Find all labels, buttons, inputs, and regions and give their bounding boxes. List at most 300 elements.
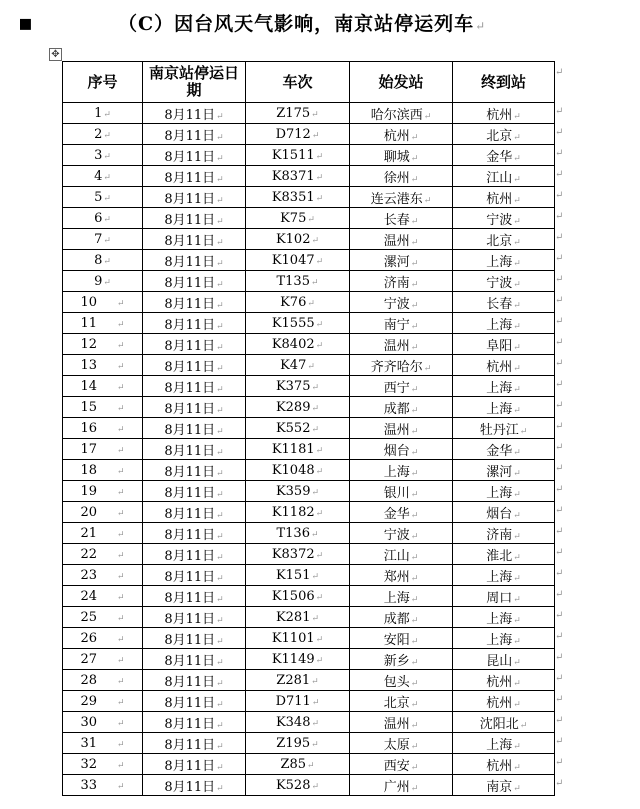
cell-date: 8月11日↵ [143, 628, 246, 649]
cell-end-mark: ↵ [311, 739, 319, 750]
row-end-mark: ↵ [555, 757, 564, 768]
cell-destination: 上海↵ [453, 397, 555, 418]
cell-end-mark: ↵ [117, 739, 125, 750]
cell-origin: 安阳↵ [350, 628, 453, 649]
cell-origin: 宁波↵ [350, 292, 453, 313]
cell-end-mark: ↵ [117, 340, 125, 351]
cell-end-mark: ↵ [117, 361, 125, 372]
cell-destination: 北京↵ [453, 229, 555, 250]
cell-end-mark: ↵ [513, 321, 521, 332]
cell-train: K552↵ [246, 418, 350, 439]
row-end-mark: ↵ [555, 631, 564, 642]
table-row [63, 502, 555, 523]
cell-end-mark: ↵ [117, 781, 125, 792]
cell-end-mark: ↵ [513, 657, 521, 668]
cell-serial: 12 ↵ [63, 334, 143, 355]
cell-train: Z85↵ [246, 754, 350, 775]
cell-end-mark: ↵ [216, 153, 224, 164]
cell-origin: 徐州↵ [350, 166, 453, 187]
cell-train: K1048↵ [246, 460, 350, 481]
cell-end-mark: ↵ [513, 153, 521, 164]
cell-serial: 29 ↵ [63, 691, 143, 712]
cell-end-mark: ↵ [216, 258, 224, 269]
table-row [63, 607, 555, 628]
cell-serial: 25 ↵ [63, 607, 143, 628]
cell-destination: 江山↵ [453, 166, 555, 187]
cell-end-mark: ↵ [410, 216, 419, 227]
cell-end-mark: ↵ [519, 720, 528, 731]
cell-destination: 宁波↵ [453, 271, 555, 292]
cell-end-mark: ↵ [216, 447, 224, 458]
cell-date: 8月11日↵ [143, 523, 246, 544]
cell-train: K8372↵ [246, 544, 350, 565]
cell-end-mark: ↵ [216, 573, 224, 584]
cell-origin: 广州↵ [350, 775, 453, 796]
cell-end-mark: ↵ [311, 613, 320, 624]
cell-date: 8月11日↵ [143, 250, 246, 271]
cell-train: D711↵ [246, 691, 350, 712]
cell-end-mark: ↵ [410, 489, 419, 500]
cell-serial: 24 ↵ [63, 586, 143, 607]
row-end-mark: ↵ [555, 316, 564, 327]
cell-destination: 南京↵ [453, 775, 555, 796]
cell-end-mark: ↵ [513, 111, 521, 122]
cell-origin: 包头↵ [350, 670, 453, 691]
table-row [63, 586, 555, 607]
cell-end-mark: ↵ [513, 741, 521, 752]
cell-date: 8月11日↵ [143, 334, 246, 355]
cell-end-mark: ↵ [103, 172, 111, 183]
cell-end-mark: ↵ [117, 676, 125, 687]
cell-end-mark: ↵ [410, 552, 419, 563]
cell-end-mark: ↵ [117, 298, 125, 309]
cell-end-mark: ↵ [311, 109, 319, 120]
cell-end-mark: ↵ [216, 216, 224, 227]
cell-train: K1182↵ [246, 502, 350, 523]
cell-date: 8月11日↵ [143, 313, 246, 334]
cell-date: 8月11日↵ [143, 481, 246, 502]
cell-date: 8月11日↵ [143, 124, 246, 145]
cell-end-mark: ↵ [311, 403, 320, 414]
cell-serial: 5↵ [63, 187, 143, 208]
cell-end-mark: ↵ [513, 573, 521, 584]
cell-origin: 长春↵ [350, 208, 453, 229]
cell-serial: 18 ↵ [63, 460, 143, 481]
row-end-mark: ↵ [555, 694, 564, 705]
table-row [63, 418, 555, 439]
cell-end-mark: ↵ [513, 342, 521, 353]
cell-end-mark: ↵ [117, 613, 125, 624]
cell-train: K8402↵ [246, 334, 350, 355]
cell-destination: 上海↵ [453, 313, 555, 334]
table-row [63, 250, 555, 271]
cell-train: K1555↵ [246, 313, 350, 334]
cell-train: K8371↵ [246, 166, 350, 187]
cell-destination: 上海↵ [453, 628, 555, 649]
cell-serial: 32 ↵ [63, 754, 143, 775]
cell-end-mark: ↵ [117, 508, 125, 519]
cell-serial: 2↵ [63, 124, 143, 145]
table-row [63, 628, 555, 649]
table-header-row [63, 62, 555, 103]
row-end-mark: ↵ [555, 190, 564, 201]
cell-end-mark: ↵ [410, 657, 419, 668]
cell-date: 8月11日↵ [143, 712, 246, 733]
cell-end-mark: ↵ [311, 781, 320, 792]
cell-train: Z281↵ [246, 670, 350, 691]
cell-end-mark: ↵ [311, 424, 320, 435]
table-row [63, 208, 555, 229]
cell-date: 8月11日↵ [143, 649, 246, 670]
row-end-mark: ↵ [555, 673, 564, 684]
cell-train: K289↵ [246, 397, 350, 418]
cell-serial: 16 ↵ [63, 418, 143, 439]
row-end-mark: ↵ [555, 232, 564, 243]
cell-end-mark: ↵ [315, 445, 324, 456]
cell-destination: 杭州↵ [453, 754, 555, 775]
cell-serial: 21 ↵ [63, 523, 143, 544]
cell-end-mark: ↵ [216, 720, 224, 731]
row-end-mark: ↵ [555, 736, 564, 747]
cell-date: 8月11日↵ [143, 544, 246, 565]
cell-end-mark: ↵ [513, 300, 521, 311]
cell-origin: 漯河↵ [350, 250, 453, 271]
cell-date: 8月11日↵ [143, 586, 246, 607]
cell-end-mark: ↵ [216, 510, 224, 521]
cell-end-mark: ↵ [117, 655, 125, 666]
cell-end-mark: ↵ [315, 592, 324, 603]
cell-destination: 烟台↵ [453, 502, 555, 523]
page-title: （C）因台风天气影响，南京站停运列车↵ [118, 13, 487, 35]
cell-origin: 杭州↵ [350, 124, 453, 145]
cell-end-mark: ↵ [117, 424, 125, 435]
cell-end-mark: ↵ [410, 321, 419, 332]
cell-end-mark: ↵ [310, 529, 319, 540]
cell-end-mark: ↵ [513, 489, 521, 500]
cell-end-mark: ↵ [311, 697, 320, 708]
cell-end-mark: ↵ [513, 531, 521, 542]
cell-origin: 江山↵ [350, 544, 453, 565]
cell-serial: 28 ↵ [63, 670, 143, 691]
cell-date: 8月11日↵ [143, 607, 246, 628]
cell-origin: 济南↵ [350, 271, 453, 292]
cell-destination: 北京↵ [453, 124, 555, 145]
cell-date: 8月11日↵ [143, 355, 246, 376]
cell-end-mark: ↵ [216, 300, 224, 311]
cell-date: 8月11日↵ [143, 229, 246, 250]
table-row [63, 670, 555, 691]
cell-origin: 温州↵ [350, 418, 453, 439]
cell-train: K359↵ [246, 481, 350, 502]
cell-end-mark: ↵ [513, 783, 521, 794]
table-row [63, 565, 555, 586]
cell-destination: 上海↵ [453, 250, 555, 271]
cell-end-mark: ↵ [307, 214, 315, 225]
cell-end-mark: ↵ [311, 130, 320, 141]
cell-destination: 上海↵ [453, 376, 555, 397]
cell-serial: 14 ↵ [63, 376, 143, 397]
cell-train: K151↵ [246, 565, 350, 586]
cell-end-mark: ↵ [117, 382, 125, 393]
cell-destination: 上海↵ [453, 565, 555, 586]
cell-end-mark: ↵ [513, 615, 521, 626]
cell-end-mark: ↵ [315, 550, 324, 561]
table-row [63, 124, 555, 145]
cell-end-mark: ↵ [410, 279, 419, 290]
cell-origin: 西安↵ [350, 754, 453, 775]
cell-serial: 15 ↵ [63, 397, 143, 418]
cell-end-mark: ↵ [216, 615, 224, 626]
cell-end-mark: ↵ [117, 445, 125, 456]
cell-end-mark: ↵ [513, 279, 521, 290]
row-end-mark: ↵ [555, 67, 564, 78]
cell-train: K281↵ [246, 607, 350, 628]
cell-train: K1181↵ [246, 439, 350, 460]
row-end-mark: ↵ [555, 274, 564, 285]
cell-destination: 宁波↵ [453, 208, 555, 229]
cell-serial: 6↵ [63, 208, 143, 229]
cell-serial: 26 ↵ [63, 628, 143, 649]
cell-end-mark: ↵ [410, 678, 419, 689]
table-row [63, 439, 555, 460]
cell-train: K348↵ [246, 712, 350, 733]
cell-end-mark: ↵ [410, 531, 419, 542]
cell-end-mark: ↵ [216, 195, 224, 206]
row-end-mark: ↵ [555, 568, 564, 579]
table-row [63, 754, 555, 775]
cell-origin: 西宁↵ [350, 376, 453, 397]
cell-origin: 新乡↵ [350, 649, 453, 670]
cell-serial: 1↵ [63, 103, 143, 124]
cell-end-mark: ↵ [103, 109, 111, 120]
header-origin: 始发站 [350, 62, 453, 103]
cell-end-mark: ↵ [117, 571, 125, 582]
table-row [63, 712, 555, 733]
cell-destination: 昆山↵ [453, 649, 555, 670]
cell-end-mark: ↵ [513, 174, 521, 185]
cell-date: 8月11日↵ [143, 292, 246, 313]
header-date: 南京站停运日期 [143, 62, 246, 103]
cell-destination: 金华↵ [453, 439, 555, 460]
row-end-mark: ↵ [555, 589, 564, 600]
cell-end-mark: ↵ [513, 216, 521, 227]
cell-end-mark: ↵ [410, 153, 419, 164]
cell-destination: 长春↵ [453, 292, 555, 313]
bullet-marker: ▪ [18, 10, 33, 36]
cell-end-mark: ↵ [117, 697, 125, 708]
cell-end-mark: ↵ [519, 426, 528, 437]
row-end-mark: ↵ [555, 379, 564, 390]
cell-serial: 11 ↵ [63, 313, 143, 334]
cell-origin: 宁波↵ [350, 523, 453, 544]
row-end-mark: ↵ [555, 610, 564, 621]
cell-end-mark: ↵ [311, 571, 320, 582]
cell-serial: 19 ↵ [63, 481, 143, 502]
cell-train: K47↵ [246, 355, 350, 376]
cell-serial: 22 ↵ [63, 544, 143, 565]
cell-end-mark: ↵ [410, 384, 419, 395]
cell-serial: 23 ↵ [63, 565, 143, 586]
cell-train: Z175↵ [246, 103, 350, 124]
cell-end-mark: ↵ [216, 699, 224, 710]
cell-train: K1506↵ [246, 586, 350, 607]
cell-train: K1511↵ [246, 145, 350, 166]
cell-serial: 4↵ [63, 166, 143, 187]
cell-end-mark: ↵ [103, 214, 111, 225]
cell-origin: 银川↵ [350, 481, 453, 502]
cell-serial: 33 ↵ [63, 775, 143, 796]
cell-end-mark: ↵ [216, 384, 224, 395]
row-end-mark: ↵ [555, 169, 564, 180]
cell-train: K528↵ [246, 775, 350, 796]
cell-serial: 13 ↵ [63, 355, 143, 376]
cell-origin: 温州↵ [350, 229, 453, 250]
cell-origin: 郑州↵ [350, 565, 453, 586]
cell-end-mark: ↵ [410, 132, 419, 143]
cell-end-mark: ↵ [103, 130, 111, 141]
cell-date: 8月11日↵ [143, 187, 246, 208]
cell-end-mark: ↵ [117, 760, 125, 771]
table-row [63, 334, 555, 355]
cell-serial: 27 ↵ [63, 649, 143, 670]
cell-date: 8月11日↵ [143, 166, 246, 187]
cell-origin: 上海↵ [350, 460, 453, 481]
cell-end-mark: ↵ [103, 277, 111, 288]
row-end-mark: ↵ [555, 421, 564, 432]
cell-end-mark: ↵ [410, 510, 419, 521]
cell-date: 8月11日↵ [143, 418, 246, 439]
cell-end-mark: ↵ [117, 634, 125, 645]
cell-end-mark: ↵ [315, 340, 324, 351]
cell-end-mark: ↵ [216, 132, 224, 143]
table-row [63, 544, 555, 565]
row-end-mark: ↵ [555, 211, 564, 222]
cell-end-mark: ↵ [216, 237, 224, 248]
cell-date: 8月11日↵ [143, 439, 246, 460]
cell-end-mark: ↵ [315, 508, 324, 519]
cell-end-mark: ↵ [423, 111, 432, 122]
cell-destination: 杭州↵ [453, 355, 555, 376]
cell-end-mark: ↵ [423, 363, 432, 374]
cell-end-mark: ↵ [315, 172, 324, 183]
cell-train: Z195↵ [246, 733, 350, 754]
cell-date: 8月11日↵ [143, 733, 246, 754]
cell-date: 8月11日↵ [143, 565, 246, 586]
cell-end-mark: ↵ [315, 655, 324, 666]
cell-end-mark: ↵ [315, 466, 324, 477]
row-end-mark: ↵ [555, 547, 564, 558]
table-row [63, 376, 555, 397]
cell-end-mark: ↵ [513, 699, 521, 710]
cell-end-mark: ↵ [216, 468, 224, 479]
cell-end-mark: ↵ [310, 277, 319, 288]
cell-origin: 金华↵ [350, 502, 453, 523]
cell-end-mark: ↵ [117, 487, 125, 498]
cell-end-mark: ↵ [216, 552, 224, 563]
cell-end-mark: ↵ [410, 699, 419, 710]
cell-end-mark: ↵ [307, 298, 315, 309]
cell-destination: 淮北↵ [453, 544, 555, 565]
cell-end-mark: ↵ [117, 319, 125, 330]
table-row [63, 187, 555, 208]
cell-end-mark: ↵ [315, 193, 324, 204]
table-row [63, 733, 555, 754]
cell-date: 8月11日↵ [143, 670, 246, 691]
cell-end-mark: ↵ [410, 405, 419, 416]
cell-date: 8月11日↵ [143, 691, 246, 712]
cell-date: 8月11日↵ [143, 397, 246, 418]
cell-destination: 上海↵ [453, 481, 555, 502]
cell-train: K75↵ [246, 208, 350, 229]
cell-train: K1101↵ [246, 628, 350, 649]
cell-date: 8月11日↵ [143, 376, 246, 397]
cell-end-mark: ↵ [410, 636, 419, 647]
cell-end-mark: ↵ [410, 741, 419, 752]
cell-origin: 温州↵ [350, 334, 453, 355]
cell-end-mark: ↵ [513, 384, 521, 395]
cell-end-mark: ↵ [513, 132, 521, 143]
header-serial: 序号 [63, 62, 143, 103]
cell-end-mark: ↵ [410, 615, 419, 626]
cell-origin: 齐齐哈尔↵ [350, 355, 453, 376]
cell-destination: 牡丹江↵ [453, 418, 555, 439]
cell-destination: 沈阳北↵ [453, 712, 555, 733]
cell-end-mark: ↵ [311, 487, 320, 498]
cell-date: 8月11日↵ [143, 460, 246, 481]
cell-end-mark: ↵ [311, 382, 320, 393]
table-row [63, 166, 555, 187]
cell-end-mark: ↵ [513, 510, 521, 521]
table-row [63, 229, 555, 250]
cell-end-mark: ↵ [216, 741, 224, 752]
cell-end-mark: ↵ [117, 550, 125, 561]
cell-end-mark: ↵ [216, 363, 224, 374]
cell-end-mark: ↵ [513, 594, 521, 605]
cell-serial: 7↵ [63, 229, 143, 250]
cell-end-mark: ↵ [216, 531, 224, 542]
cell-destination: 漯河↵ [453, 460, 555, 481]
cell-end-mark: ↵ [216, 111, 224, 122]
cell-train: K76↵ [246, 292, 350, 313]
cell-date: 8月11日↵ [143, 103, 246, 124]
cell-origin: 太原↵ [350, 733, 453, 754]
cell-train: K8351↵ [246, 187, 350, 208]
cell-end-mark: ↵ [513, 636, 521, 647]
cell-destination: 阜阳↵ [453, 334, 555, 355]
cell-end-mark: ↵ [311, 718, 320, 729]
cell-end-mark: ↵ [410, 468, 419, 479]
cell-destination: 杭州↵ [453, 670, 555, 691]
cell-end-mark: ↵ [216, 678, 224, 689]
cell-train: D712↵ [246, 124, 350, 145]
cell-origin: 上海↵ [350, 586, 453, 607]
row-end-mark: ↵ [555, 127, 564, 138]
table-move-handle-icon[interactable]: ✥ [49, 48, 62, 61]
cell-end-mark: ↵ [410, 573, 419, 584]
table-row [63, 271, 555, 292]
cell-end-mark: ↵ [513, 363, 521, 374]
cell-end-mark: ↵ [315, 634, 324, 645]
cell-end-mark: ↵ [216, 426, 224, 437]
cell-end-mark: ↵ [117, 592, 125, 603]
cell-destination: 上海↵ [453, 607, 555, 628]
cell-date: 8月11日↵ [143, 775, 246, 796]
cell-end-mark: ↵ [216, 636, 224, 647]
cell-end-mark: ↵ [513, 195, 521, 206]
cell-serial: 30 ↵ [63, 712, 143, 733]
cell-destination: 周口↵ [453, 586, 555, 607]
cell-train: K102↵ [246, 229, 350, 250]
